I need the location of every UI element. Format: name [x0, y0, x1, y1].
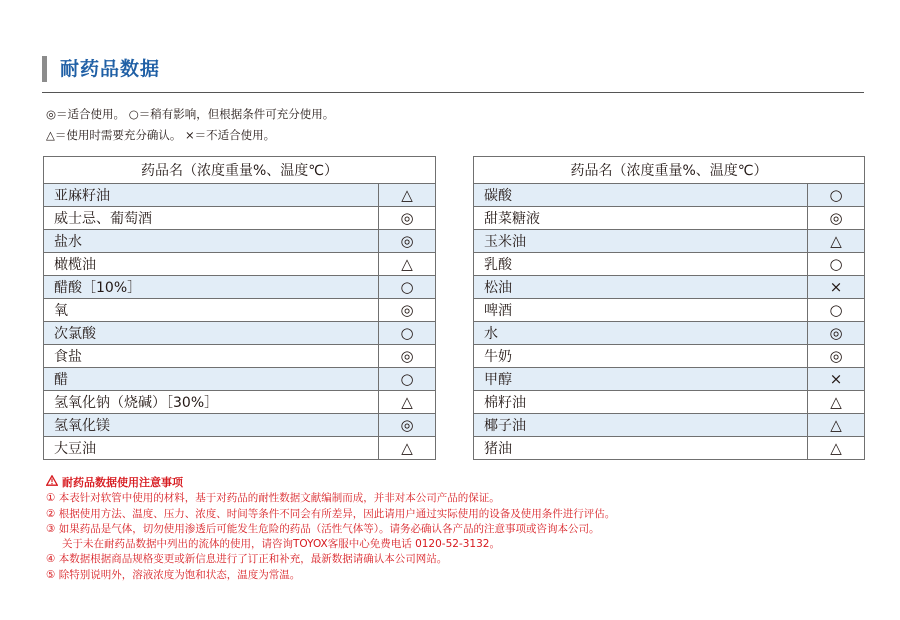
table-row [474, 391, 865, 414]
page-title: 耐药品数据 [60, 58, 161, 80]
note-item: ③ 如果药品是气体，切勿使用渗透后可能发生危险的药品（活性气体等）。请务必确认各产品的注意事项或咨询本公司。 [46, 522, 600, 535]
resistance-rating: ○ [379, 368, 436, 391]
chemical-name: 玉米油 [474, 230, 808, 253]
resistance-rating: △ [808, 391, 865, 414]
chemical-name: 大豆油 [44, 437, 379, 460]
resistance-rating: ○ [379, 276, 436, 299]
table-row [44, 207, 436, 230]
chemical-name: 氧 [44, 299, 379, 322]
table-row [44, 345, 436, 368]
table-row [474, 345, 865, 368]
resistance-rating: △ [379, 253, 436, 276]
table-row [474, 368, 865, 391]
chemical-table-left [43, 156, 436, 460]
legend-line-1: ◎＝适合使用。 ○＝稍有影响，但根据条件可充分使用。 [46, 107, 335, 121]
title-divider [42, 92, 864, 93]
chemical-name: 甲醇 [474, 368, 808, 391]
note-item: ① 本表针对软管中使用的材料，基于对药品的耐性数据文献编制而成，并非对本公司产品的保证。 [46, 492, 500, 505]
chemical-name: 盐水 [44, 230, 379, 253]
chemical-name: 松油 [474, 276, 808, 299]
resistance-rating: ◎ [379, 414, 436, 437]
chemical-table-right [473, 156, 865, 460]
chemical-name: 啤酒 [474, 299, 808, 322]
table-row [44, 253, 436, 276]
table-row [474, 276, 865, 299]
chemical-name: 碳酸 [474, 184, 808, 207]
resistance-rating: △ [379, 437, 436, 460]
resistance-rating: ◎ [808, 345, 865, 368]
chemical-name: 亚麻籽油 [44, 184, 379, 207]
resistance-rating: ◎ [379, 299, 436, 322]
resistance-rating: △ [379, 391, 436, 414]
resistance-rating: ◎ [808, 322, 865, 345]
legend-line-2: △＝使用时需要充分确认。 ×＝不适合使用。 [46, 128, 276, 142]
table-row [44, 437, 436, 460]
table-row [44, 276, 436, 299]
resistance-rating: △ [808, 437, 865, 460]
chemical-name: 醋酸［10%］ [44, 276, 379, 299]
resistance-rating: △ [379, 184, 436, 207]
resistance-rating: × [808, 276, 865, 299]
chemical-name: 威士忌、葡萄酒 [44, 207, 379, 230]
table-row [44, 184, 436, 207]
resistance-rating: ○ [808, 299, 865, 322]
table-row [44, 368, 436, 391]
resistance-rating: ○ [808, 253, 865, 276]
resistance-rating: △ [808, 414, 865, 437]
title-accent-bar [42, 56, 47, 82]
resistance-rating: ○ [808, 184, 865, 207]
chemical-name: 橄榄油 [44, 253, 379, 276]
table-row [474, 207, 865, 230]
table-header: 药品名（浓度重量%、温度℃） [44, 157, 436, 184]
chemical-name: 棉籽油 [474, 391, 808, 414]
table-row [44, 414, 436, 437]
table-row [474, 230, 865, 253]
table-row [474, 299, 865, 322]
chemical-name: 氢氧化镁 [44, 414, 379, 437]
chemical-name: 水 [474, 322, 808, 345]
chemical-name: 甜菜糖液 [474, 207, 808, 230]
table-row [474, 437, 865, 460]
chemical-name: 牛奶 [474, 345, 808, 368]
resistance-rating: ◎ [808, 207, 865, 230]
chemical-name: 乳酸 [474, 253, 808, 276]
chemical-name: 椰子油 [474, 414, 808, 437]
chemical-name: 食盐 [44, 345, 379, 368]
chemical-name: 次氯酸 [44, 322, 379, 345]
resistance-rating: ◎ [379, 345, 436, 368]
chemical-name: 猪油 [474, 437, 808, 460]
usage-notes [46, 475, 615, 583]
resistance-rating: ○ [379, 322, 436, 345]
resistance-rating: ◎ [379, 230, 436, 253]
chemical-name: 氢氧化钠（烧碱）［30%］ [44, 391, 379, 414]
resistance-rating: △ [808, 230, 865, 253]
table-row [44, 230, 436, 253]
table-row [474, 253, 865, 276]
table-row [474, 322, 865, 345]
resistance-rating: × [808, 368, 865, 391]
note-item: ② 根据使用方法、温度、压力、浓度、时间等条件不同会有所差异，因此请用户通过实际使用的设备及使用条件进行评估。 [46, 507, 616, 520]
chemical-name: 醋 [44, 368, 379, 391]
table-row [44, 391, 436, 414]
table-row [474, 184, 865, 207]
table-header: 药品名（浓度重量%、温度℃） [474, 157, 865, 184]
note-item: ④ 本数据根据商品规格变更或新信息进行了订正和补充，最新数据请确认本公司网站。 [46, 553, 448, 566]
table-row [44, 322, 436, 345]
notes-heading [46, 475, 615, 490]
resistance-rating: ◎ [379, 207, 436, 230]
note-item: ⑤ 除特别说明外，溶液浓度为饱和状态，温度为常温。 [46, 568, 301, 581]
table-row [44, 299, 436, 322]
table-row [474, 414, 865, 437]
warning-triangle-icon [46, 475, 58, 490]
note-item: 关于未在耐药品数据中列出的流体的使用，请咨询TOYOX客服中心免费电话 0120-52-3132。 [62, 538, 500, 551]
notes-heading-text: 耐药品数据使用注意事项 [62, 476, 183, 489]
